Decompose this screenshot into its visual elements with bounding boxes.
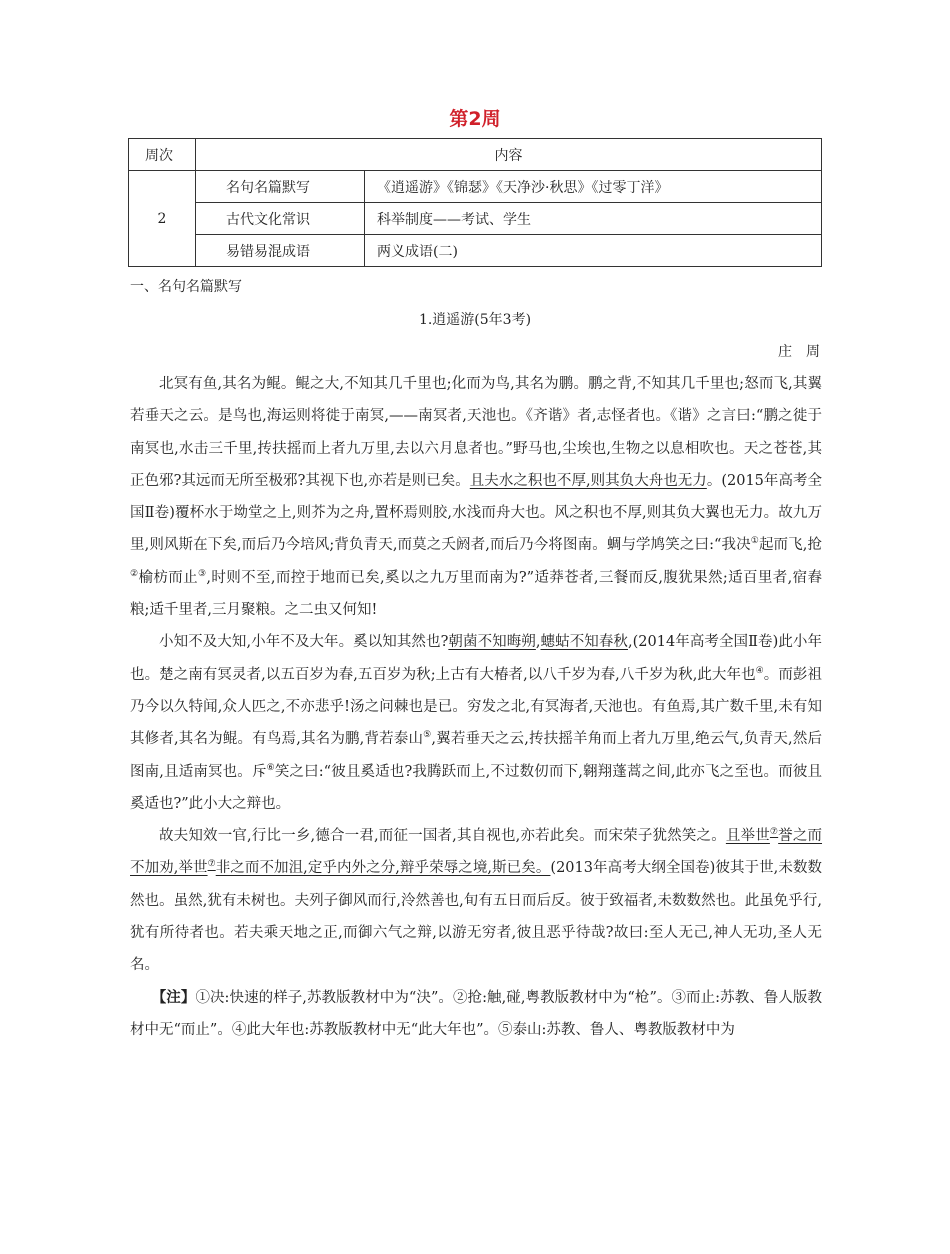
row-category: 名句名篇默写 [196,171,365,203]
paragraph-3 [130,820,822,981]
footnote-mark: ⑦ [769,827,779,838]
footnote-mark: ③ [197,568,207,579]
row-detail: 《逍遥游》《锦瑟》《天净沙·秋思》《过零丁洋》 [365,171,822,203]
underlined-quote: 誉之而不加劝,举世 [130,828,823,877]
annotation-note [130,982,822,1047]
paragraph-2 [130,626,822,820]
row-detail: 两义成语(二) [365,235,822,267]
text-run: 笑之曰:“彼且奚适也?我腾跃而上,不过数仞而下,翱翔蓬蒿之间,此亦飞之至也。而彼且奚适也?”此小大之辩也。 [130,763,822,812]
text-title: 1.逍遥游(5年3考) [418,312,532,328]
footnote-mark: ⑥ [266,762,275,773]
note-label: 【注】 [151,988,196,1006]
text-run: 。而彭祖乃今以久特闻,众人匹之,不亦悲乎!汤之问棘也是已。穷发之北,有冥海者,天池也。有鱼焉,其广数千里,未有知其修者,其名为鲲。有鸟焉,其名为鹏,背若泰山 [130,666,822,748]
text-run: 起而飞,抢 [758,537,822,554]
text-run: ,(2014年高考全国Ⅱ卷)此小年也。楚之南有冥灵者,以五百岁为春,五百岁为秋;上古有大椿者,以八千岁为春,八千岁为秋,此大年也 [130,634,822,683]
author: 庄周 [778,344,834,360]
page-title: 第2周 [449,108,501,130]
row-detail: 科举制度——考试、学生 [365,203,822,235]
section-title: 一、名句名篇默写 [130,279,242,295]
text-run: 榆枋而止 [138,569,198,586]
underlined-quote: 朝菌不知晦朔 [448,634,536,651]
underlined-quote: 蟪蛄不知春秋 [540,634,628,651]
header-week: 周次 [129,139,196,171]
footnote-mark: ① [750,536,759,547]
text-run: 北冥有鱼,其名为鲲。鲲之大,不知其几千里也;化而为鸟,其名为鹏。鹏之背,不知其几千里也;怒而飞,其翼若垂天之云。是鸟也,海运则将徙于南冥,——南冥者,天池也。《齐谐》者,志怪者也。《谐》之言曰:“鹏之徙于南冥也,水击三千里,抟扶摇而上者九万里,去以六月息者也。”野马也,尘埃也,生物之以息相吹也。天之苍苍,其正色邪?其远而无所至极邪?其视下也,亦若是则已矣。 [130,376,822,489]
footnote-mark: ④ [755,665,764,676]
schedule-table [128,138,822,267]
text-run: ,时则不至,而控于地而已矣,奚以之九万里而南为?”适莽苍者,三餐而反,腹犹果然;适百里者,宿舂粮;适千里者,三月聚粮。之二虫又何知! [130,569,822,619]
underlined-quote: 且举世 [725,828,770,845]
underlined-quote: 非之而不加沮,定乎内外之分,辩乎荣辱之境,斯已矣。 [215,860,551,877]
row-category: 易错易混成语 [196,235,365,267]
table-row [129,171,822,203]
table-row [129,203,822,235]
header-content: 内容 [196,139,822,171]
row-category: 古代文化常识 [196,203,365,235]
text-run: , [535,634,541,651]
table-header-row [129,139,822,171]
text-run: ,翼若垂天之云,抟扶摇羊角而上者九万里,绝云气,负青天,然后图南,且适南冥也。斥 [130,731,822,780]
text-run: 。(2015年高考全国Ⅱ卷)覆杯水于坳堂之上,则芥为之舟,置杯焉则胶,水浅而舟大也。风之积也不厚,则其负大翼也无力。故九万里,则风斯在下矣,而后乃今培风;背负青天,而莫之夭阏者,而后乃今将图南。蜩与学鸠笑之曰:“我决 [130,472,823,554]
text-run: 小知不及大知,小年不及大年。奚以知其然也? [159,634,449,651]
note-text: ①决:快速的样子,苏教版教材中为“決”。②抢:触,碰,粤教版教材中为“枪”。③而止:苏教、鲁人版教材中无“而止”。④此大年也:苏教版教材中无“此大年也”。⑤泰山:苏教、鲁人、粤教版教材中为 [130,989,822,1038]
footnote-mark: ② [130,568,139,579]
table-row [129,235,822,267]
underlined-quote: 且夫水之积也不厚,则其负大舟也无力 [469,472,707,489]
footnote-mark: ⑦ [207,859,216,870]
footnote-mark: ⑤ [423,730,432,741]
text-run: (2013年高考大纲全国卷)彼其于世,未数数然也。虽然,犹有未树也。夫列子御风而行,泠然善也,旬有五日而后反。彼于致福者,未数数然也。此虽免乎行,犹有所待者也。若夫乘天地之正,而御六气之辩,以游无穷者,彼且恶乎待哉?故曰:至人无己,神人无功,圣人无名。 [130,860,823,974]
text-run: 故夫知效一官,行比一乡,德合一君,而征一国者,其自视也,亦若此矣。而宋荣子犹然笑之。 [159,828,726,845]
paragraph-1 [130,368,822,626]
week-number: 2 [129,171,196,267]
passage-body [130,368,822,1046]
